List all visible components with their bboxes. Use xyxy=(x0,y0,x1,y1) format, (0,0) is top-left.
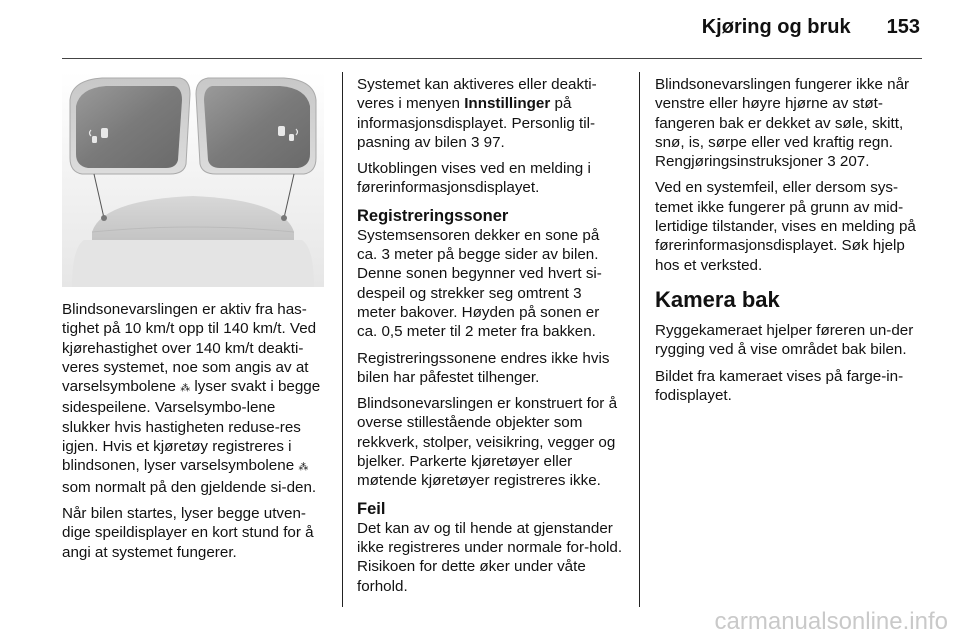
paragraph-deactivation-message: Utkoblingen vises ved en melding i førerinformasjonsdisplayet. xyxy=(357,160,591,197)
paragraph-system-fault: Ved en systemfeil, eller dersom sys-temet ikke fungerer på grunn av mid-lertidige tilstander, vises en melding på førerinformasjonsdisplayet. Søk hjelp hos et verksted. xyxy=(655,179,916,274)
page-header xyxy=(702,16,920,39)
paragraph-startup: Når bilen startes, lyser begge utven-dige speildisplayer en kort stund for å angi at systemet fungerer. xyxy=(62,504,314,561)
paragraph-sensor-zone: Systemsensoren dekker en sone på ca. 3 meter på begge sider av bilen. Denne sonen begynner ved hvert si-despeil og strekker seg omtrent 3 meter bakover. Høyden på sonen er ca. 0,5 meter til 2 meter fra bakken. xyxy=(357,226,602,341)
mirror-illustration-svg xyxy=(62,72,324,287)
paragraph-camera-display: Bildet fra kameraet vises på farge-in-fodisplayet. xyxy=(655,367,904,404)
page-number: 153 xyxy=(886,16,920,38)
column-2 xyxy=(357,75,623,603)
heading-feil: Feil xyxy=(357,499,386,518)
section-title: Kjøring og bruk xyxy=(701,16,851,38)
paragraph-trailer: Registreringssonene endres ikke hvis bilen har påfestet tilhenger. xyxy=(357,349,610,386)
paragraph-activation xyxy=(357,75,623,152)
text-run: Blindsonevarslingen fungerer ikke når venstre eller høyre hjørne av støt-fangeren bak er dekket av søle, skitt, snø, is, sørpe eller ved kraftig regn. Rengjøringsinstruksjoner xyxy=(655,76,910,171)
header-rule xyxy=(62,58,922,59)
column-divider-2 xyxy=(639,72,640,607)
paragraph-speed-range xyxy=(62,300,327,497)
paragraph-stationary-objects: Blindsonevarslingen er konstruert for å overse stillestående objekter som rekkverk, stolper, veisikring, vegger og bjelker. Parkerte kjøretøyer eller møtende kjøretøyer registreres ikke. xyxy=(357,395,618,490)
text-run: på informasjonsdisplayet. Personlig til-pasning av bilen xyxy=(357,95,596,151)
paragraph-bumper-dirt xyxy=(655,75,921,171)
text-run: Blindsonevarslingen er aktiv fra has-tighet på 10 km/t opp til 140 km/t. Ved kjørehastighet over 140 km/t deakti-veres systemet, noe som angis av at varselsymbolene xyxy=(62,301,317,396)
column-divider-1 xyxy=(342,72,343,607)
text-run: Systemet kan aktiveres eller deakti-veres i menyen xyxy=(357,76,597,113)
heading-kamera-bak: Kamera bak xyxy=(655,286,780,312)
blind-spot-symbol-icon: ⁂ xyxy=(180,383,191,395)
blind-spot-mirror-illustration xyxy=(62,72,324,287)
text-run: lyser svakt i begge sidespeilene. Varselsymbo-lene slukker hvis hastigheten reduse-res igjen. Hvis et kjøretøy registreres i blindsonen, lyser varselsymbolene xyxy=(62,378,321,475)
paragraph-rear-camera: Ryggekameraet hjelper føreren un-der rygging ved å vise området bak bilen. xyxy=(655,321,914,359)
column-1 xyxy=(62,300,327,569)
blind-spot-symbol-icon: ⁂ xyxy=(298,462,309,474)
page-reference: 3 97. xyxy=(471,133,505,151)
text-run: som normalt på den gjeldende si-den. xyxy=(62,478,317,496)
page-reference: 3 207. xyxy=(827,153,870,171)
settings-menu-name: Innstillinger xyxy=(464,95,551,113)
heading-registreringssoner: Registreringssoner xyxy=(357,206,509,225)
left-mirror xyxy=(70,78,190,174)
column-3 xyxy=(655,75,921,412)
watermark: carmanualsonline.info xyxy=(714,608,948,635)
right-mirror xyxy=(196,78,316,174)
paragraph-failure: Det kan av og til hende at gjenstander ikke registreres under normale for-hold. Risikoen for dette øker under våte forhold. xyxy=(357,519,623,595)
